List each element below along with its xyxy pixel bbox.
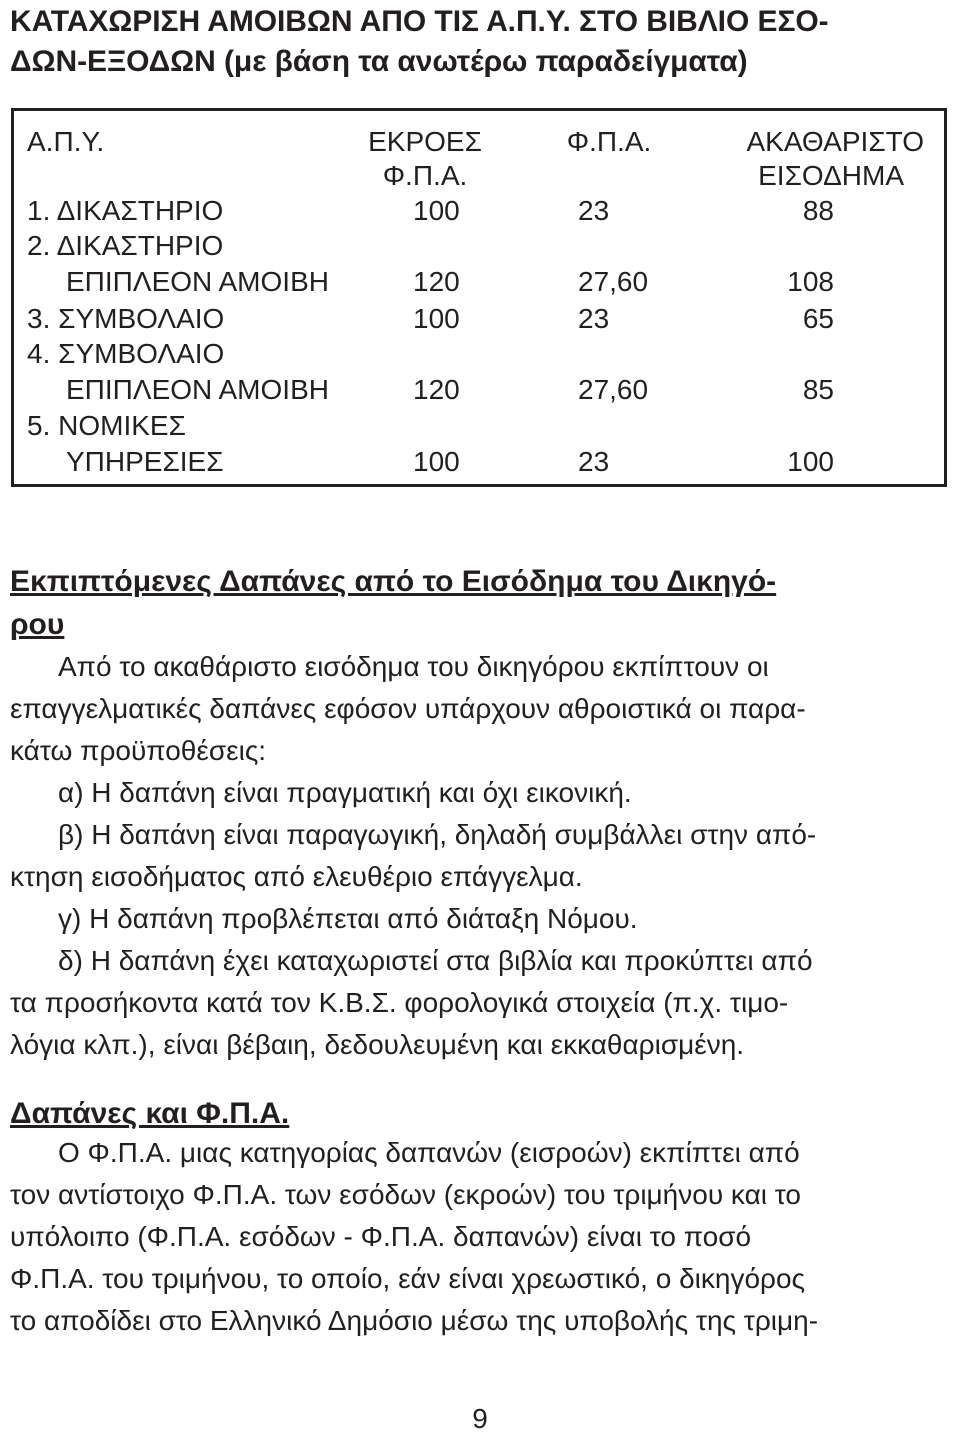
- page-title: [10, 2, 955, 82]
- table-cell-vat: 23: [578, 195, 610, 226]
- list-item-cont: τα προσήκοντα κατά τον Κ.Β.Σ. φορολογικά στοιχεία (π.χ. τιμο-: [10, 987, 789, 1018]
- section-heading-deductible-expenses-cont: ρου: [10, 608, 65, 641]
- table-cell-vat: 27,60: [578, 266, 649, 297]
- list-item-cont: κτηση εισοδήματος από ελευθέριο επάγγελμα.: [10, 861, 583, 892]
- table-row-label: 1. ΔΙΚΑΣΤΗΡΙΟ: [27, 195, 224, 226]
- header-outputs-line2: Φ.Π.Α.: [382, 160, 468, 191]
- list-item: δ) Η δαπάνη έχει καταχωριστεί στα βιβλία και προκύπτει από: [58, 945, 813, 976]
- table-cell-vat: 23: [578, 446, 610, 477]
- table-cell-gross: 88: [802, 195, 834, 226]
- list-item: α) Η δαπάνη είναι πραγματική και όχι εικονική.: [58, 777, 632, 808]
- paragraph-line: Φ.Π.Α. του τριμήνου, το οποίο, εάν είναι χρεωστικό, ο δικηγόρος: [10, 1263, 806, 1294]
- paragraph-line: υπόλοιπο (Φ.Π.Α. εσόδων - Φ.Π.Α. δαπανών) είναι το ποσό: [10, 1221, 752, 1252]
- table-cell-vat: 23: [578, 303, 610, 334]
- table-row-label-cont: ΥΠΗΡΕΣΙΕΣ: [66, 446, 224, 477]
- list-item: γ) Η δαπάνη προβλέπεται από διάταξη Νόμου.: [58, 903, 638, 934]
- paragraph-line: Ο Φ.Π.Α. μιας κατηγορίας δαπανών (εισροών) εκπίπτει από: [58, 1137, 800, 1168]
- table-cell-gross: 85: [802, 374, 834, 405]
- table-cell-outputs: 100: [413, 446, 460, 477]
- paragraph-line: τον αντίστοιχο Φ.Π.Α. των εσόδων (εκροών) του τριμήνου και το: [10, 1179, 801, 1210]
- section-heading-deductible-expenses: Εκπιπτόμενες Δαπάνες από το Εισόδημα του Δικηγό-: [10, 565, 777, 598]
- fee-registration-table: [11, 108, 947, 487]
- paragraph-line: επαγγελματικές δαπάνες εφόσον υπάρχουν αθροιστικά οι παρα-: [10, 693, 806, 724]
- table-row-label: 3. ΣΥΜΒΟΛΑΙΟ: [27, 303, 225, 334]
- paragraph-line: Από το ακαθάριστο εισόδημα του δικηγόρου εκπίπτουν οι: [58, 651, 769, 682]
- paragraph-line: κάτω προϋποθέσεις:: [10, 735, 267, 766]
- table-cell-outputs: 100: [413, 303, 460, 334]
- title-line-1: ΚΑΤΑΧΩΡΙΣΗ ΑΜΟΙΒΩΝ ΑΠΟ ΤΙΣ Α.Π.Υ. ΣΤΟ ΒΙΒΛΙΟ ΕΣΟ-: [10, 5, 829, 38]
- title-line-2: ΔΩΝ-ΕΞΟΔΩΝ (με βάση τα ανωτέρω παραδείγματα): [10, 45, 748, 78]
- table-row-label: 5. ΝΟΜΙΚΕΣ: [27, 410, 186, 441]
- table-row-label-cont: ΕΠΙΠΛΕΟΝ ΑΜΟΙΒΗ: [66, 266, 329, 297]
- header-vat: Φ.Π.Α.: [566, 126, 652, 157]
- table-cell-outputs: 100: [413, 195, 460, 226]
- table-cell-gross: 65: [802, 303, 834, 334]
- table-row-label-cont: ΕΠΙΠΛΕΟΝ ΑΜΟΙΒΗ: [66, 374, 329, 405]
- table-cell-outputs: 120: [413, 374, 460, 405]
- section-heading-expenses-vat: Δαπάνες και Φ.Π.Α.: [10, 1097, 290, 1130]
- table-row-label: 4. ΣΥΜΒΟΛΑΙΟ: [27, 338, 225, 369]
- list-item: β) Η δαπάνη είναι παραγωγική, δηλαδή συμβάλλει στην από-: [58, 819, 817, 850]
- table-cell-outputs: 120: [413, 266, 460, 297]
- header-gross-income-line2: ΕΙΣΟΔΗΜΑ: [758, 160, 904, 191]
- list-item-cont: λόγια κλπ.), είναι βέβαιη, δεδουλευμένη και εκκαθαρισμένη.: [10, 1029, 745, 1060]
- paragraph-line: το αποδίδει στο Ελληνικό Δημόσιο μέσω της υποβολής της τριμη-: [10, 1305, 819, 1336]
- table-cell-gross: 100: [787, 446, 834, 477]
- table-row-label: 2. ΔΙΚΑΣΤΗΡΙΟ: [27, 230, 224, 261]
- table-cell-vat: 27,60: [578, 374, 649, 405]
- header-outputs-line1: ΕΚΡΟΕΣ: [368, 126, 482, 157]
- header-gross-income-line1: ΑΚΑΘΑΡΙΣΤΟ: [746, 126, 924, 157]
- table-cell-gross: 108: [787, 266, 834, 297]
- page-number: 9: [472, 1403, 488, 1434]
- header-apy: Α.Π.Υ.: [27, 126, 105, 157]
